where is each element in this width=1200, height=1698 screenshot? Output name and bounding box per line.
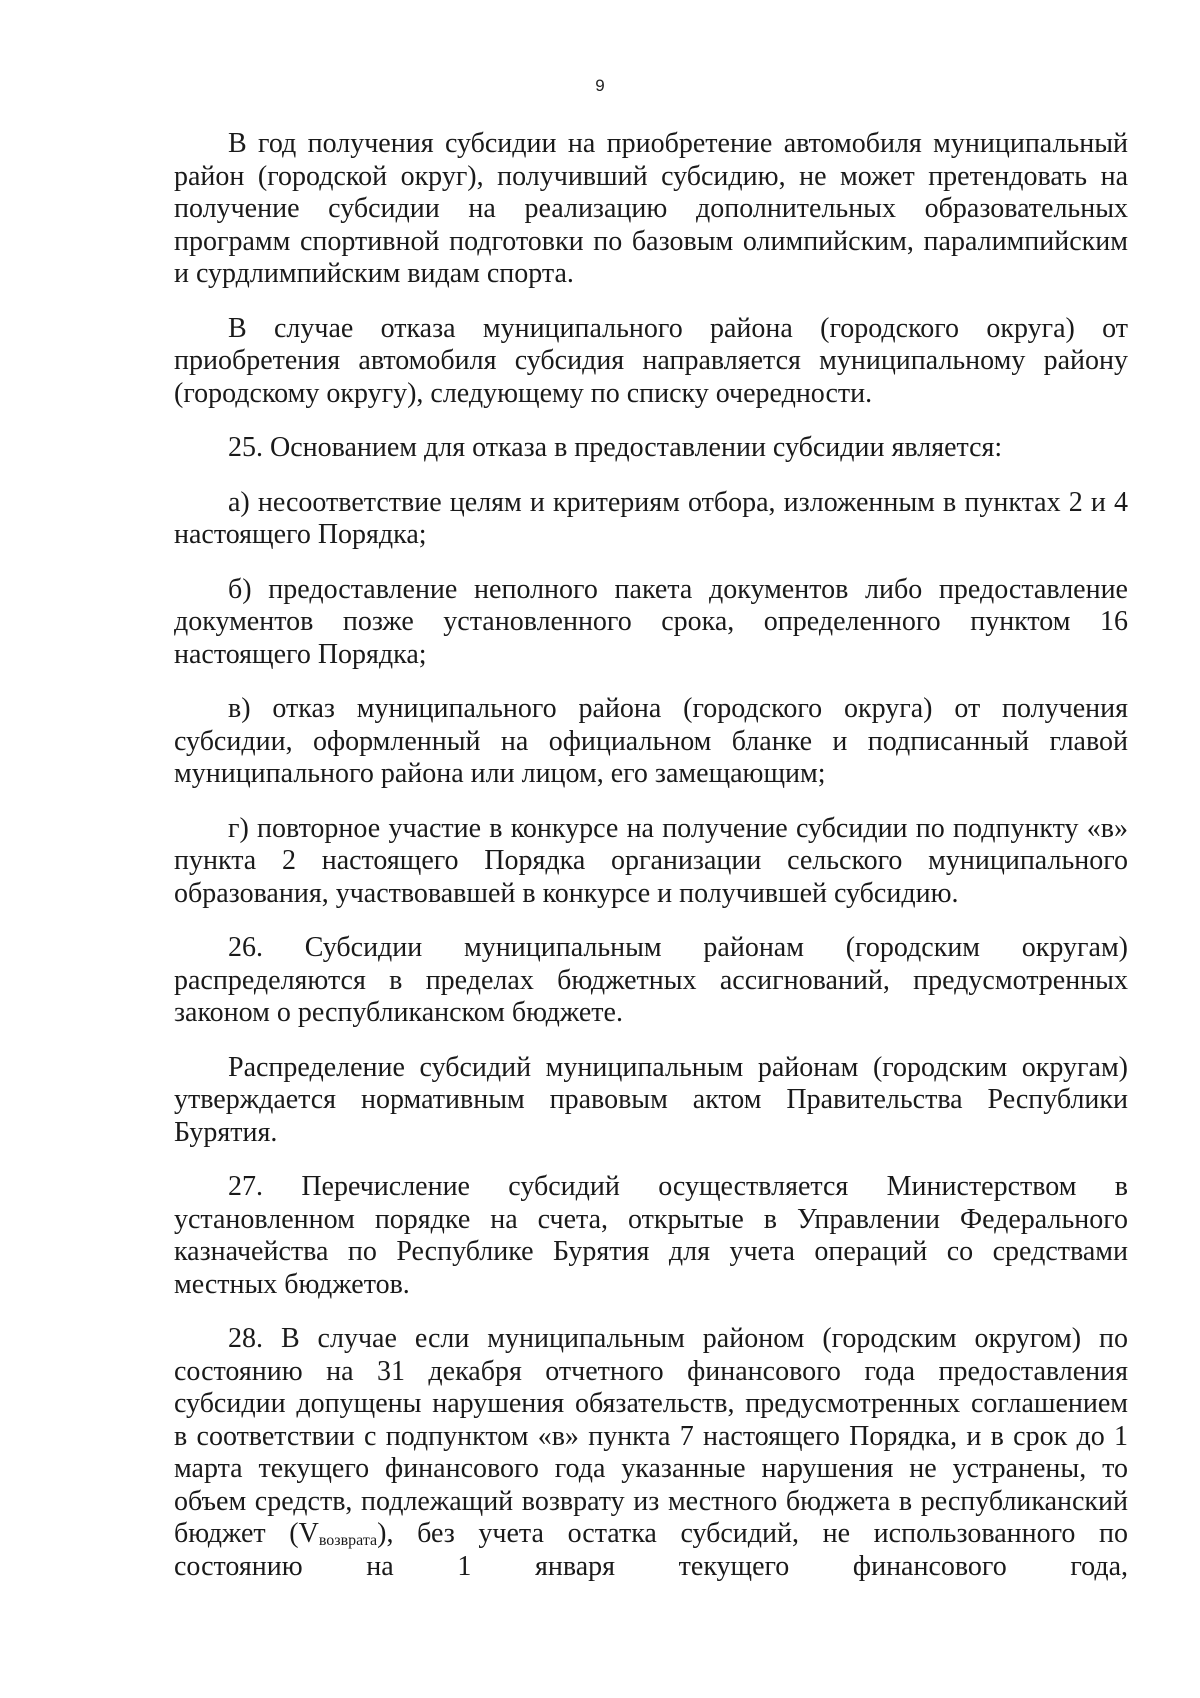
paragraph-25-a: а) несоответствие целям и критериям отбора, изложенным в пунктах 2 и 4 настоящего Порядка; [174, 486, 1128, 550]
paragraph-25-g: г) повторное участие в конкурсе на получение субсидии по подпункту «в» пункта 2 настоящего Порядка организации сельского муниципального образования, участвовавшей в конкурсе и получившей субсидию. [174, 812, 1128, 909]
page-number: 9 [595, 76, 605, 95]
paragraph-26: 26. Субсидии муниципальным районам (городским округам) распределяются в пределах бюджетных ассигнований, предусмотренных законом о республиканском бюджете. [174, 932, 1128, 1028]
paragraph-28-text-before: 28. В случае если муниципальным районом (городским округом) по состоянию на 31 декабря отчетного финансового года предоставления субсидии допущены нарушения обязательств, предусмотренных соглашением в соответствии с подпунктом «в» пункта 7 настоящего Порядка, и в срок до 1 марта текущего финансового года указанные нарушения не устранены, то объем средств, подлежащий возврату из местного бюджета в республиканский бюджет ( [174, 1323, 1128, 1549]
paragraph-28-text-after: ), без учета остатка субсидий, не использованного по состоянию на 1 января текущего финансового года, [174, 1518, 1128, 1582]
paragraph-25-grounds: 25. Основанием для отказа в предоставлении субсидии является: [228, 432, 1003, 463]
paragraph-car-subsidy-year: В год получения субсидии на приобретение автомобиля муниципальный район (городской округ), получивший субсидию, не может претендовать на получение субсидии на реализацию дополнительных образовательных программ спортивной подготовки по базовым олимпийским, паралимпийским и сурдлимпийским видам спорта. [174, 128, 1128, 289]
paragraph-refusal-car: В случае отказа муниципального района (городского округа) от приобретения автомобиля субсидия направляется муниципальному району (городскому округу), следующему по списку очередности. [174, 312, 1128, 409]
document-body [174, 128, 1128, 1583]
paragraph-25-b: б) предоставление неполного пакета документов либо предоставление документов позже установленного срока, определенного пунктом 16 настоящего Порядка; [174, 573, 1128, 670]
paragraph-25-v: в) отказ муниципального района (городского округа) от получения субсидии, оформленный на официальном бланке и подписанный главой муниципального района или лицом, его замещающим; [174, 693, 1128, 789]
paragraph-27: 27. Перечисление субсидий осуществляется Министерством в установленном порядке на счета, открытые в Управлении Федерального казначейства по Республике Бурятия для учета операций со средствами местных бюджетов. [174, 1171, 1128, 1300]
refund-volume-symbol: V [298, 1518, 319, 1549]
paragraph-26-distribution: Распределение субсидий муниципальным районам (городским округам) утверждается нормативным правовым актом Правительства Республики Бурятия. [174, 1051, 1128, 1148]
paragraph-28 [174, 1323, 1128, 1583]
refund-volume-subscript: возврата [318, 1532, 378, 1549]
